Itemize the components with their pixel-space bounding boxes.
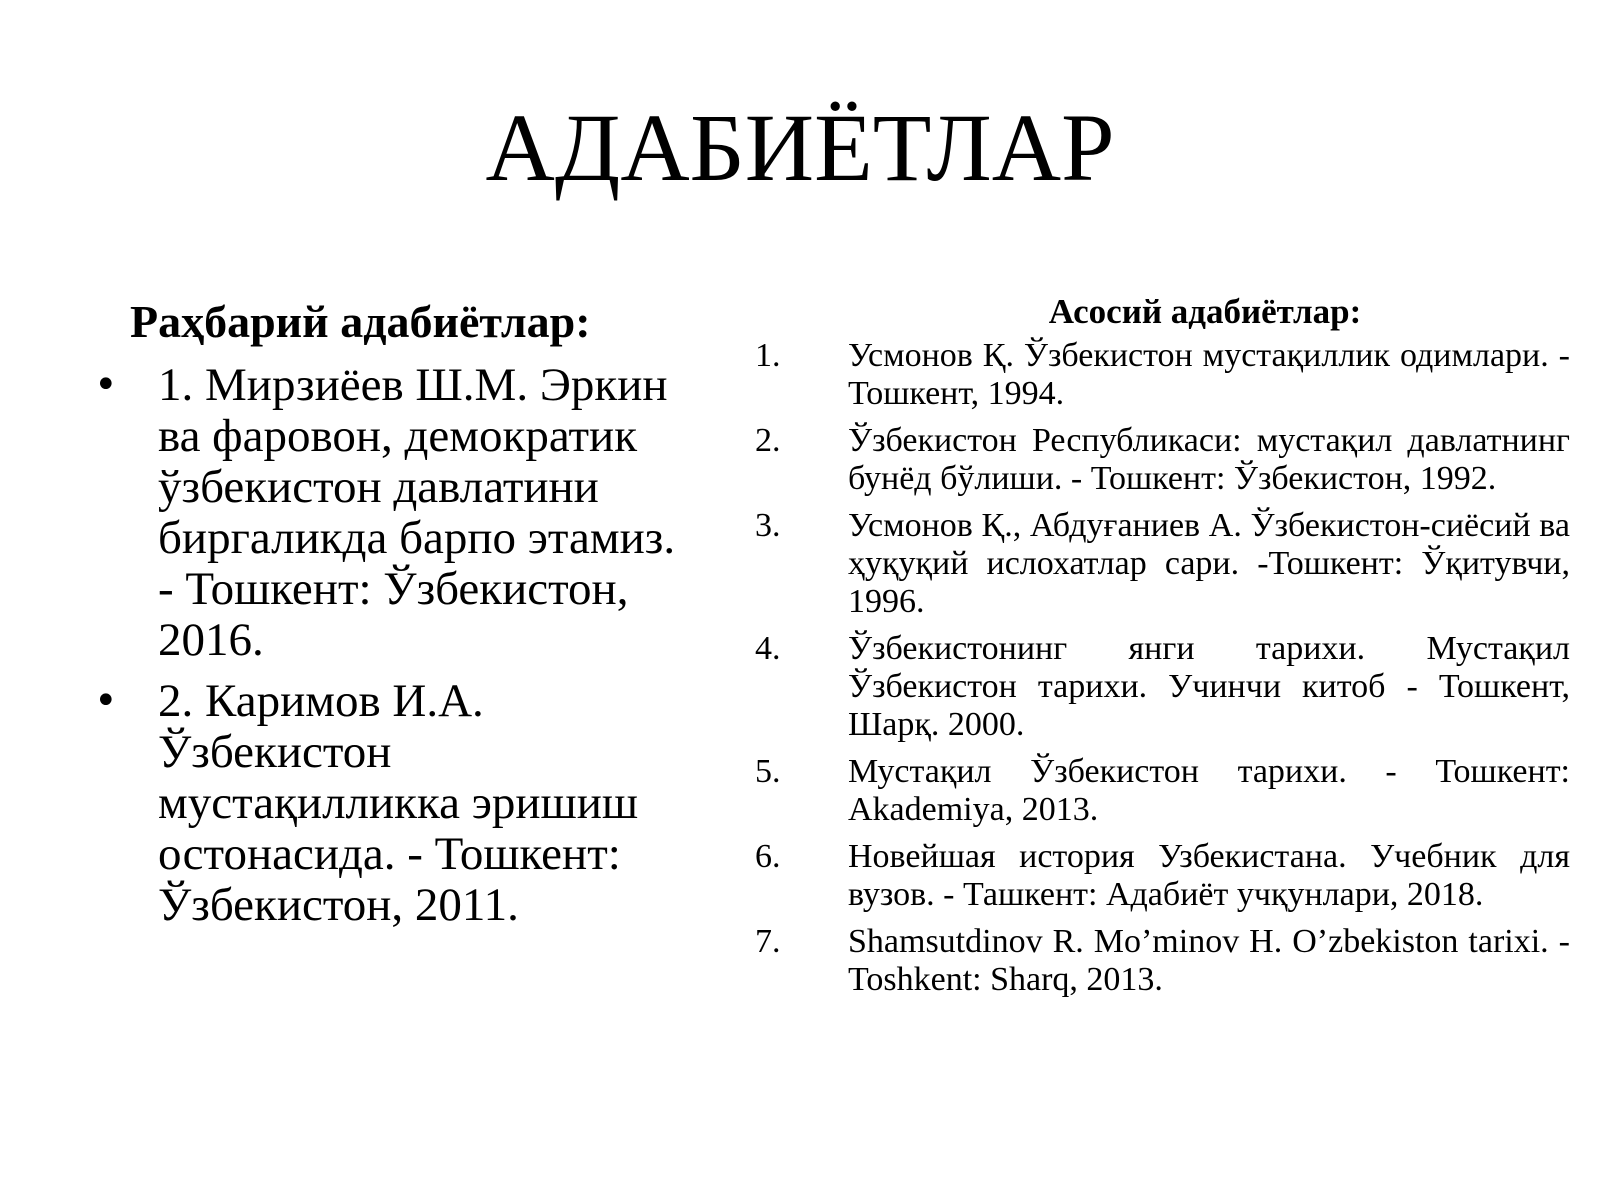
list-item — [755, 923, 1570, 999]
list-item-text: Усмонов Қ. Ўзбекистон мустақиллик одимлари. - Тошкент, 1994. — [848, 337, 1570, 412]
list-item — [755, 838, 1570, 914]
list-item — [755, 507, 1570, 621]
list-item-number: 3. — [755, 507, 781, 544]
list-item-number: 1. — [755, 337, 781, 374]
main-literature-section — [755, 290, 1570, 999]
guiding-literature-section — [90, 292, 690, 931]
list-item-text: 1. Мирзиёев Ш.М. Эркин ва фаровон, демократик ўзбекистон давлатини биргаликда барпо этамиз. - Тошкент: Ўзбекистон, 2016. — [158, 359, 676, 666]
bullet-icon: • — [94, 362, 118, 408]
slide-title: АДАБИЁТЛАР — [485, 94, 1115, 201]
list-item-number: 7. — [755, 923, 781, 960]
list-item — [755, 337, 1570, 413]
list-item-text: Мустақил Ўзбекистон тарихи. - Тошкент: Akademiya, 2013. — [848, 753, 1570, 828]
list-item-number: 2. — [755, 422, 781, 459]
guiding-literature-heading: Раҳбарий адабиётлар: — [130, 296, 591, 347]
list-item-number: 6. — [755, 838, 781, 875]
list-item — [755, 753, 1570, 829]
list-item-number: 5. — [755, 753, 781, 790]
list-item-number: 4. — [755, 630, 781, 667]
list-item-text: Усмонов Қ., Абдуғаниев А. Ўзбекистон-сиёсий ва ҳуқуқий ислохатлар сари. -Тошкент: Ўқитувчи, 1996. — [848, 507, 1570, 620]
list-item — [90, 360, 690, 666]
list-item-text: Ўзбекистон Республикаси: мустақил давлатнинг бунёд бўлиши. - Тошкент: Ўзбекистон, 1992. — [848, 422, 1570, 497]
list-item-text: Новейшая история Узбекистана. Учебник для вузов. - Ташкент: Адабиёт учқунлари, 2018. — [848, 838, 1570, 913]
main-literature-heading: Асосий адабиётлар: — [1048, 292, 1362, 331]
list-item — [90, 676, 690, 931]
list-item — [755, 422, 1570, 498]
list-item-text: Ўзбекистонинг янги тарихи. Мустақил Ўзбекистон тарихи. Учинчи китоб - Тошкент, Шарқ. 2000. — [848, 630, 1570, 743]
list-item-text: Shamsutdinov R. Mo’minov H. O’zbekiston tarixi. - Toshkent: Sharq, 2013. — [848, 923, 1570, 998]
guiding-literature-list — [90, 360, 690, 931]
bullet-icon: • — [94, 678, 118, 724]
main-literature-list — [755, 337, 1570, 999]
list-item-text: 2. Каримов И.А. Ўзбекистон мустақилликка эришиш остонасида. - Тошкент: Ўзбекистон, 2011. — [158, 675, 639, 931]
list-item — [755, 630, 1570, 744]
